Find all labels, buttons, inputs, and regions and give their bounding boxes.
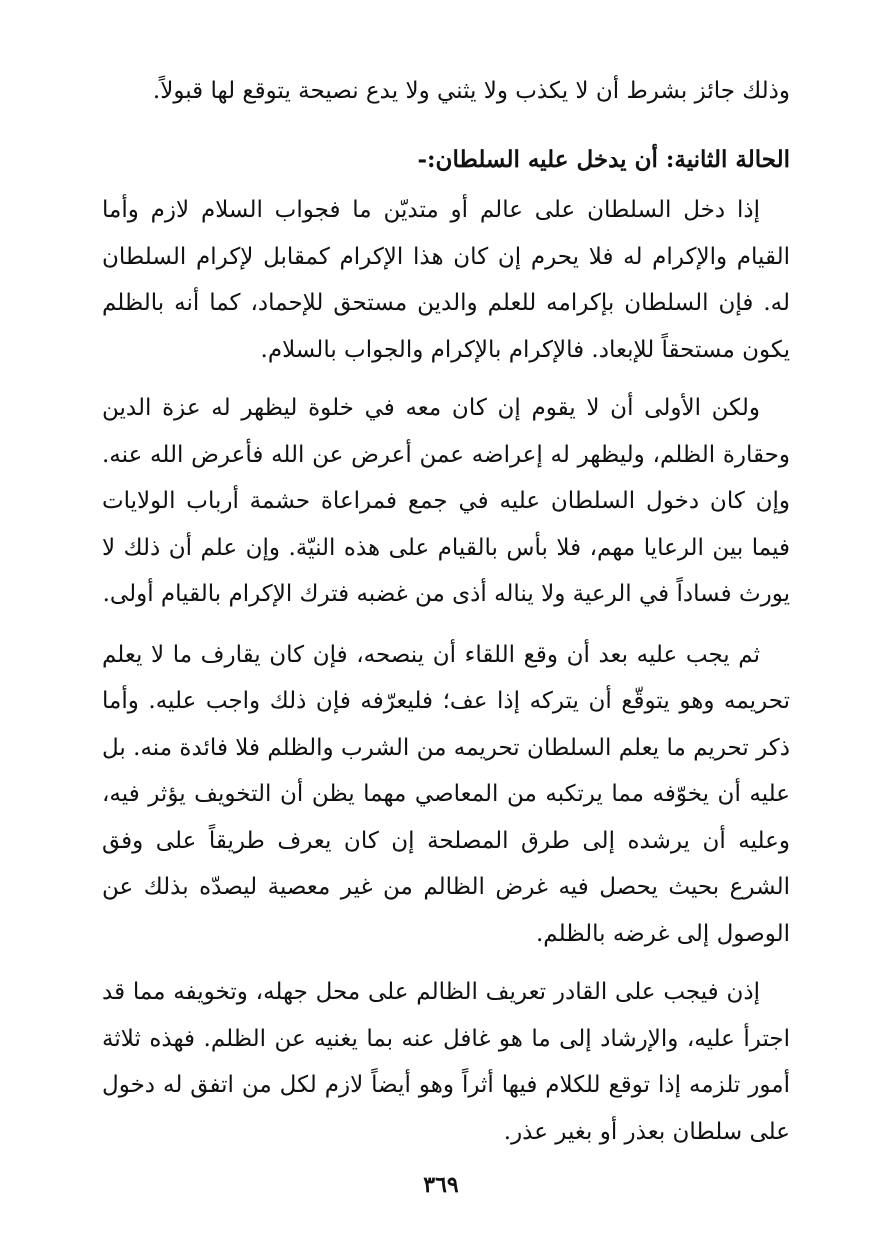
paragraph-2: إذا دخل السلطان على عالم أو متديّن ما فجواب السلام لازم وأما القيام والإكرام له فلا يحرم إن كان هذا الإكرام كمقابل لإكرام السلطان له. فإن السلطان بإكرامه للعلم والدين مستحق للإحماد، كما أنه بالظلم يكون مستحقاً للإبعاد. فالإكرام بالإكرام والجواب بالسلام. — [102, 197, 790, 363]
section-heading — [102, 137, 790, 184]
paragraph-3: ولكن الأولى أن لا يقوم إن كان معه في خلوة ليظهر له عزة الدين وحقارة الظلم، وليظهر له إعراضه عمن أعرض عن الله فأعرض الله عنه. وإن كان دخول السلطان عليه في جمع فمراعاة حشمة أرباب الولايات فيما بين الرعايا مهم، فلا بأس بالقيام على هذه النيّة. وإن علم أن ذلك لا يورث فساداً في الرعية ولا يناله أذى من غضبه فترك الإكرام بالقيام أولى. — [102, 395, 790, 607]
section-heading-text: الحالة الثانية: أن يدخل عليه السلطان:- — [417, 145, 790, 173]
page-body — [102, 68, 790, 1155]
paragraph-5: إذن فيجب على القادر تعريف الظالم على محل جهله، وتخويفه مما قد اجترأ عليه، والإرشاد إلى ما هو غافل عنه بما يغنيه عن الظلم. فهذه ثلاثة أمور تلزمه إذا توقع للكلام فيها أثراً وهو أيضاً لازم لكل من اتفق له دخول على سلطان بعذر أو بغير عذر. — [102, 979, 790, 1145]
paragraph-4: ثم يجب عليه بعد أن وقع اللقاء أن ينصحه، فإن كان يقارف ما لا يعلم تحريمه وهو يتوقّع أن يتركه إذا عف؛ فليعرّفه فإن ذلك واجب عليه. وأما ذكر تحريم ما يعلم السلطان تحريمه من الشرب والظلم فلا فائدة منه. بل عليه أن يخوّفه مما يرتكبه من المعاصي مهما يظن أن التخويف يؤثر فيه، وعليه أن يرشده إلى طرق المصلحة إن كان يعرف طريقاً على وفق الشرع بحيث يحصل فيه غرض الظالم من غير معصية ليصدّه بذلك عن الوصول إلى غرضه بالظلم. — [102, 641, 790, 947]
paragraph-1: وذلك جائز بشرط أن لا يكذب ولا يثني ولا يدع نصيحة يتوقع لها قبولاً. — [152, 78, 790, 104]
page-number: ٣٦٩ — [423, 1172, 459, 1198]
